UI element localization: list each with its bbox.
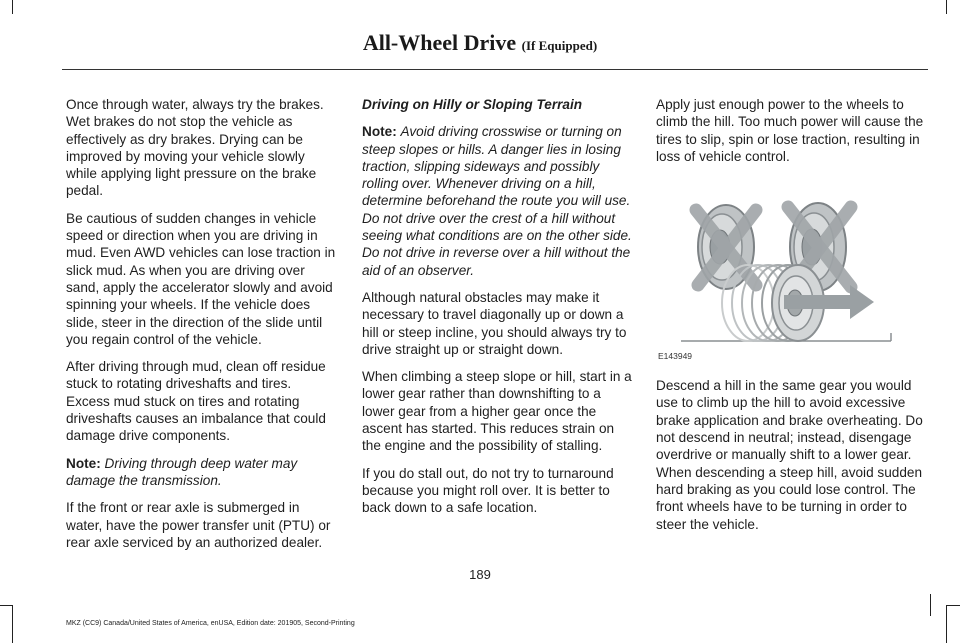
wheel-illustration — [656, 175, 928, 365]
spinning-wheel-icon — [696, 205, 756, 289]
page-number: 189 — [469, 567, 491, 582]
note-label: Note: — [66, 455, 101, 471]
crop-mark-bottom-right-v — [946, 605, 947, 643]
paragraph-descend: Descend a hill in the same gear you would use to climb up the hill to avoid excessive brake application and brake overheating. Do not descend in neutral; instead, disengage overdrive or manually shift to a lower gear. When descending a steep hill, avoid sudden hard braking as you could lose control. The front wheels have to be turning in order to steer the vehicle. — [656, 378, 923, 532]
crop-mark-bottom-left-h — [0, 605, 13, 606]
note-text: Avoid driving crosswise or turning on steep slopes or hills. A danger lies in losing traction, slipping sideways and possibly rolling over. Whenever driving on a hill, determine beforehand the route you will use. Do not drive over the crest of a hill without seeing what conditions are on the other side. Do not drive in reverse over a hill without the aid of an observer. — [362, 124, 632, 278]
crop-mark-top-right — [946, 0, 947, 14]
paragraph-power: Apply just enough power to the wheels to climb the hill. Too much power will cause the tires to slip, spin or lose traction, resulting in loss of vehicle control. — [656, 97, 924, 164]
paragraph-mud: Be cautious of sudden changes in vehicle speed or direction when you are driving in mud. Even AWD vehicles can lose traction in slick mud. As when you are driving over sand, apply the accelerator slowly and avoid spinning your wheels. If the vehicle does slide, steer in the direction of the slide until you regain control of the vehicle. — [66, 210, 336, 347]
paragraph-diagonal: Although natural obstacles may make it necessary to travel diagonally up or down a hill or steep incline, you should always try to drive straight up or straight down. — [362, 289, 627, 357]
header-rule — [62, 69, 928, 70]
page-header — [0, 30, 960, 56]
paragraph-residue: After driving through mud, clean off residue stuck to rotating driveshafts and tires. Excess mud stuck on tires and rotating driveshafts causes an imbalance that could damage drive components. — [66, 359, 326, 444]
footer-edition: MKZ (CC9) Canada/United States of America, enUSA, Edition date: 201905, Second-Printing — [66, 620, 355, 627]
figure-code: E143949 — [658, 351, 693, 362]
header-title: All-Wheel Drive — [362, 30, 517, 55]
crop-mark-bottom-right-h — [946, 605, 960, 606]
column-3 — [656, 96, 928, 543]
crop-mark-top-left — [12, 0, 13, 14]
paragraph-brakes: Once through water, always try the brakes. Wet brakes do not stop the vehicle as effectively as dry brakes. Drying can be improved by moving your vehicle slowly while applying light pressure on the brake pedal. — [66, 97, 324, 199]
wheel-illustration-svg — [656, 175, 928, 365]
header-subtitle: (If Equipped) — [521, 38, 598, 53]
column-2 — [362, 96, 634, 527]
paragraph-axle: If the front or rear axle is submerged in water, have the power transfer unit (PTU) or rear axle serviced by an authorized dealer. — [66, 500, 331, 550]
note-slopes — [362, 123, 634, 279]
crop-mark-bottom-mid — [930, 594, 931, 616]
note-label: Note: — [362, 124, 397, 140]
section-heading: Driving on Hilly or Sloping Terrain — [362, 97, 583, 112]
paragraph-climbing: When climbing a steep slope or hill, start in a lower gear rather than downshifting to a lower gear from a higher gear once the ascent has started. This reduces strain on the engine and the possibility of stalling. — [362, 369, 632, 454]
note-deep-water — [66, 455, 338, 490]
note-text: Driving through deep water may damage the transmission. — [66, 455, 298, 488]
column-1 — [66, 96, 338, 561]
paragraph-stall: If you do stall out, do not try to turnaround because you might roll over. It is better to back down to a safe location. — [362, 465, 614, 516]
crop-mark-bottom-left-v — [12, 605, 13, 643]
